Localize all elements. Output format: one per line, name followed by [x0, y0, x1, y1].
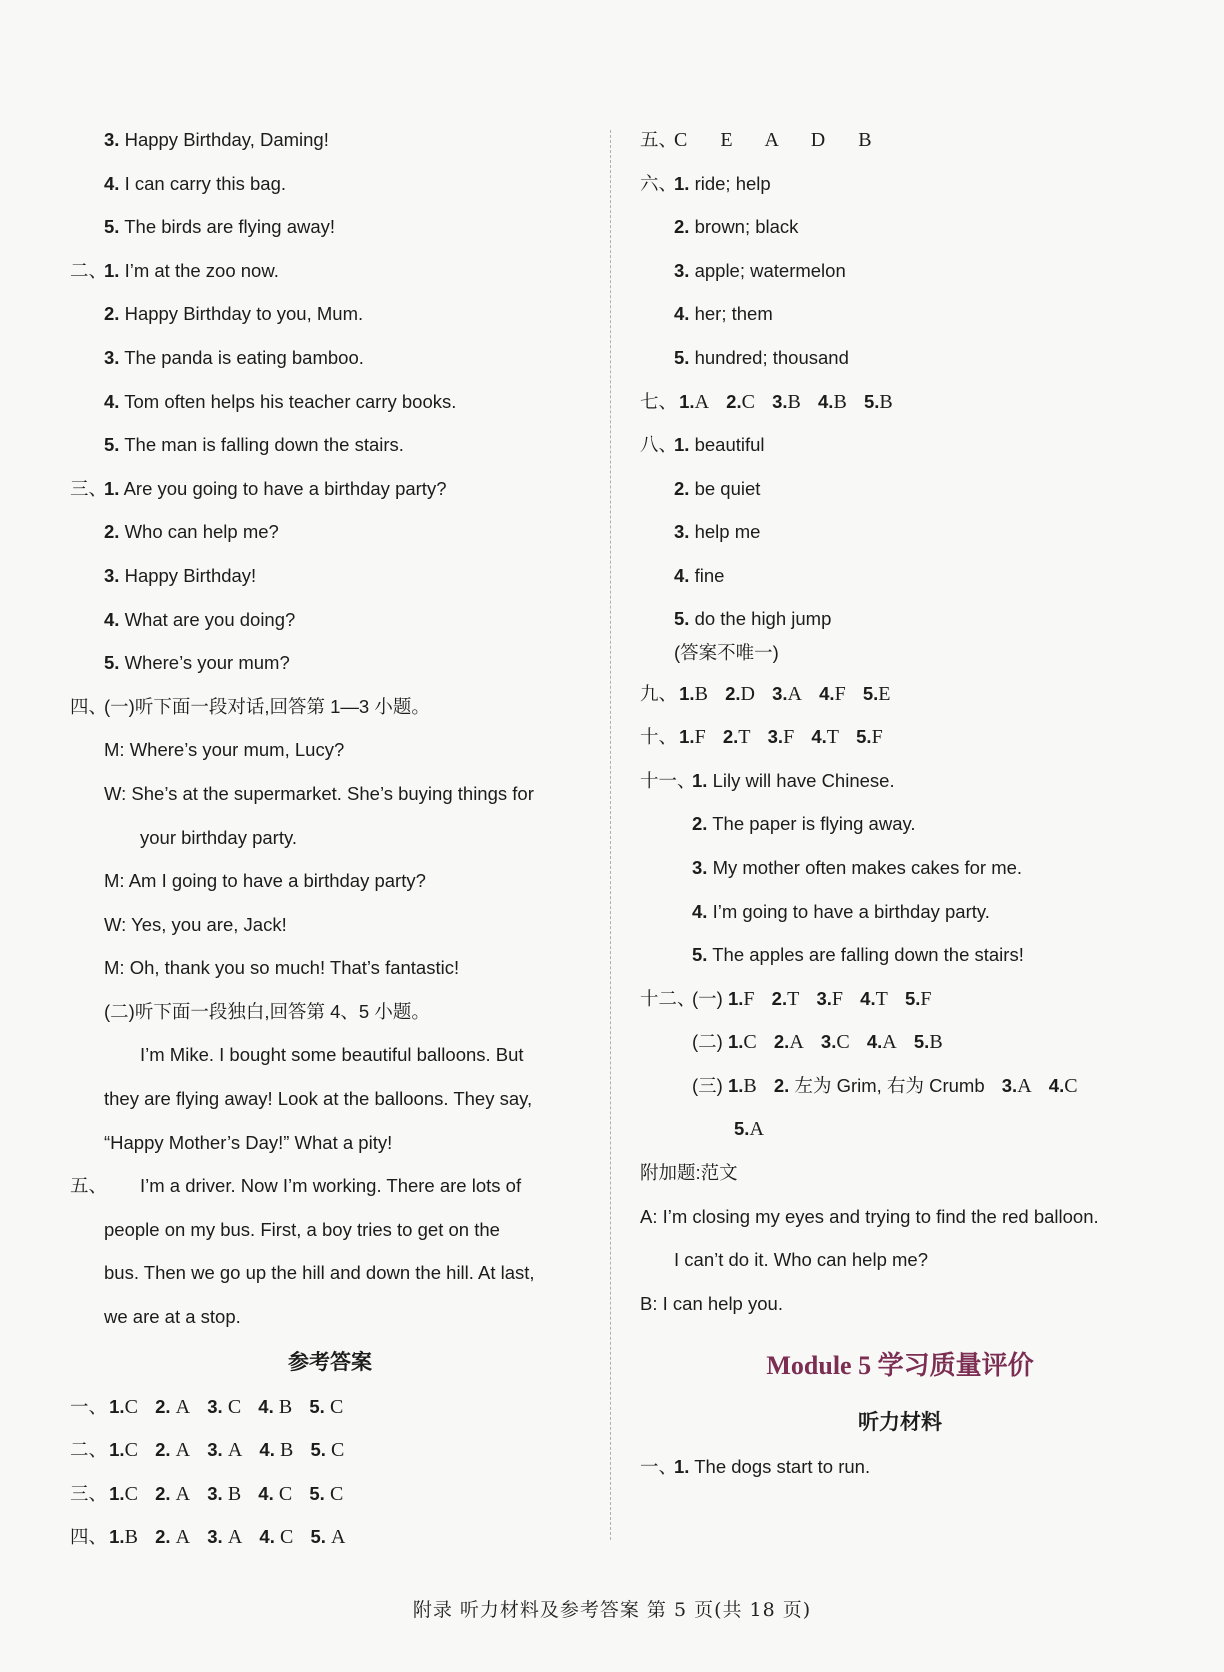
module-title: Module 5 学习质量评价: [766, 1351, 1034, 1381]
answer-row: 十二、(一) 1.F 2.T 3.F 4.T 5.F: [640, 987, 932, 1010]
list-item: 3. The panda is eating bamboo.: [104, 346, 364, 368]
answer-row: 三、 1.C 2. A 3. B 4. C 5. C: [70, 1482, 344, 1505]
note: (答案不唯一): [674, 641, 779, 663]
dialog-line: I can’t do it. Who can help me?: [674, 1249, 928, 1271]
list-item: 4. I’m going to have a birthday party.: [692, 900, 990, 922]
list-item: 5. The man is falling down the stairs.: [104, 434, 404, 456]
answer-row: 一、 1.C 2. A 3. C 4. B 5. C: [70, 1395, 344, 1418]
section-mark: 二、: [70, 260, 108, 282]
list-item: 4. What are you doing?: [104, 608, 296, 630]
dialog-line: M: Am I going to have a birthday party?: [104, 870, 426, 892]
list-item: 一、1. The dogs start to run.: [640, 1456, 871, 1479]
dialog-line: your birthday party.: [140, 826, 297, 848]
dialog-line: M: Where’s your mum, Lucy?: [104, 739, 345, 761]
list-item: 三、1. Are you going to have a birthday party?: [70, 467, 590, 511]
monologue-line: they are flying away! Look at the balloons. They say,: [104, 1088, 533, 1110]
dialog-line: W: She’s at the supermarket. She’s buying things for: [104, 782, 534, 804]
section-mark: 五、: [70, 1176, 108, 1198]
list-item: 2. Who can help me?: [104, 521, 279, 543]
list-item: 5. do the high jump: [674, 607, 832, 629]
answer-row: 五、C E A D B: [640, 129, 886, 151]
answers-heading: 参考答案: [288, 1349, 372, 1374]
dialog-line: M: Oh, thank you so much! That’s fantastic!: [104, 957, 460, 979]
list-item: 八、1. beautiful: [640, 434, 765, 457]
answer-row: 九、 1.B 2.D 3.A 4.F 5.E: [640, 682, 891, 705]
monologue-line: “Happy Mother’s Day!” What a pity!: [104, 1131, 393, 1153]
list-item: 5. hundred; thousand: [674, 346, 849, 368]
list-item: 4. Tom often helps his teacher carry books.: [104, 390, 457, 412]
list-item: 4. fine: [674, 564, 725, 586]
list-item: 2. Happy Birthday to you, Mum.: [104, 303, 364, 325]
list-item: 5. Where’s your mum?: [104, 652, 290, 674]
list-item: 3. apple; watermelon: [674, 259, 846, 281]
list-item: 2. be quiet: [674, 477, 761, 499]
section-mark: 三、: [70, 478, 108, 500]
list-item: 二、1. I’m at the zoo now.: [70, 249, 590, 293]
list-item: 4. I can carry this bag.: [104, 172, 287, 194]
listening-heading: 听力材料: [858, 1410, 942, 1435]
page-footer: 附录 听力材料及参考答案 第 5 页(共 18 页): [412, 1599, 812, 1621]
extra-title: 附加题:范文: [640, 1162, 738, 1184]
list-item: 3. Happy Birthday!: [104, 564, 257, 586]
list-item: 2. The paper is flying away.: [692, 813, 916, 835]
answer-row: 四、 1.B 2. A 3. A 4. C 5. A: [70, 1526, 346, 1549]
list-item: 5. The birds are flying away!: [104, 216, 336, 238]
list-item: 六、1. ride; help: [640, 172, 771, 195]
section-intro: 四、(一)听下面一段对话,回答第 1—3 小题。: [70, 685, 590, 729]
answer-row: 十、 1.F 2.T 3.F 4.T 5.F: [640, 726, 883, 749]
dialog-line: A: I’m closing my eyes and trying to find the red balloon.: [640, 1205, 1099, 1227]
dialog-line: B: I can help you.: [640, 1292, 783, 1314]
section-intro: (二)听下面一段独白,回答第 4、5 小题。: [104, 1000, 430, 1022]
right-column: [640, 118, 1160, 1489]
left-column: [70, 118, 590, 1559]
answer-row: 二、 1.C 2. A 3. A 4. B 5. C: [70, 1439, 345, 1462]
list-item: 3. My mother often makes cakes for me.: [692, 856, 1023, 878]
list-item: 3. Happy Birthday, Daming!: [104, 129, 329, 150]
answer-row: 七、 1.A 2.C 3.B 4.B 5.B: [640, 390, 893, 413]
answer-row: (二) 1.C 2.A 3.C 4.A 5.B: [692, 1031, 943, 1054]
list-item: 4. her; them: [674, 303, 773, 325]
answer-row: 5.A: [734, 1118, 764, 1141]
passage-line: we are at a stop.: [104, 1306, 241, 1328]
passage-line: bus. Then we go up the hill and down the hill. At last,: [104, 1262, 535, 1284]
list-item: 3. help me: [674, 521, 761, 543]
monologue-line: I’m Mike. I bought some beautiful balloons. But: [140, 1044, 524, 1066]
dialog-line: W: Yes, you are, Jack!: [104, 913, 287, 935]
passage-line: people on my bus. First, a boy tries to get on the: [104, 1218, 500, 1240]
section-mark: 四、: [70, 696, 108, 718]
list-item: 2. brown; black: [674, 216, 799, 238]
column-divider: [610, 130, 611, 1540]
list-item: 5. The apples are falling down the stairs!: [692, 944, 1024, 966]
passage-line: 五、 I’m a driver. Now I’m working. There are lots of: [70, 1164, 590, 1208]
list-item: 十一、1. Lily will have Chinese.: [640, 769, 895, 792]
answer-row: (三) 1.B 2. 左为 Grim, 右为 Crumb 3.A 4.C: [692, 1074, 1078, 1097]
